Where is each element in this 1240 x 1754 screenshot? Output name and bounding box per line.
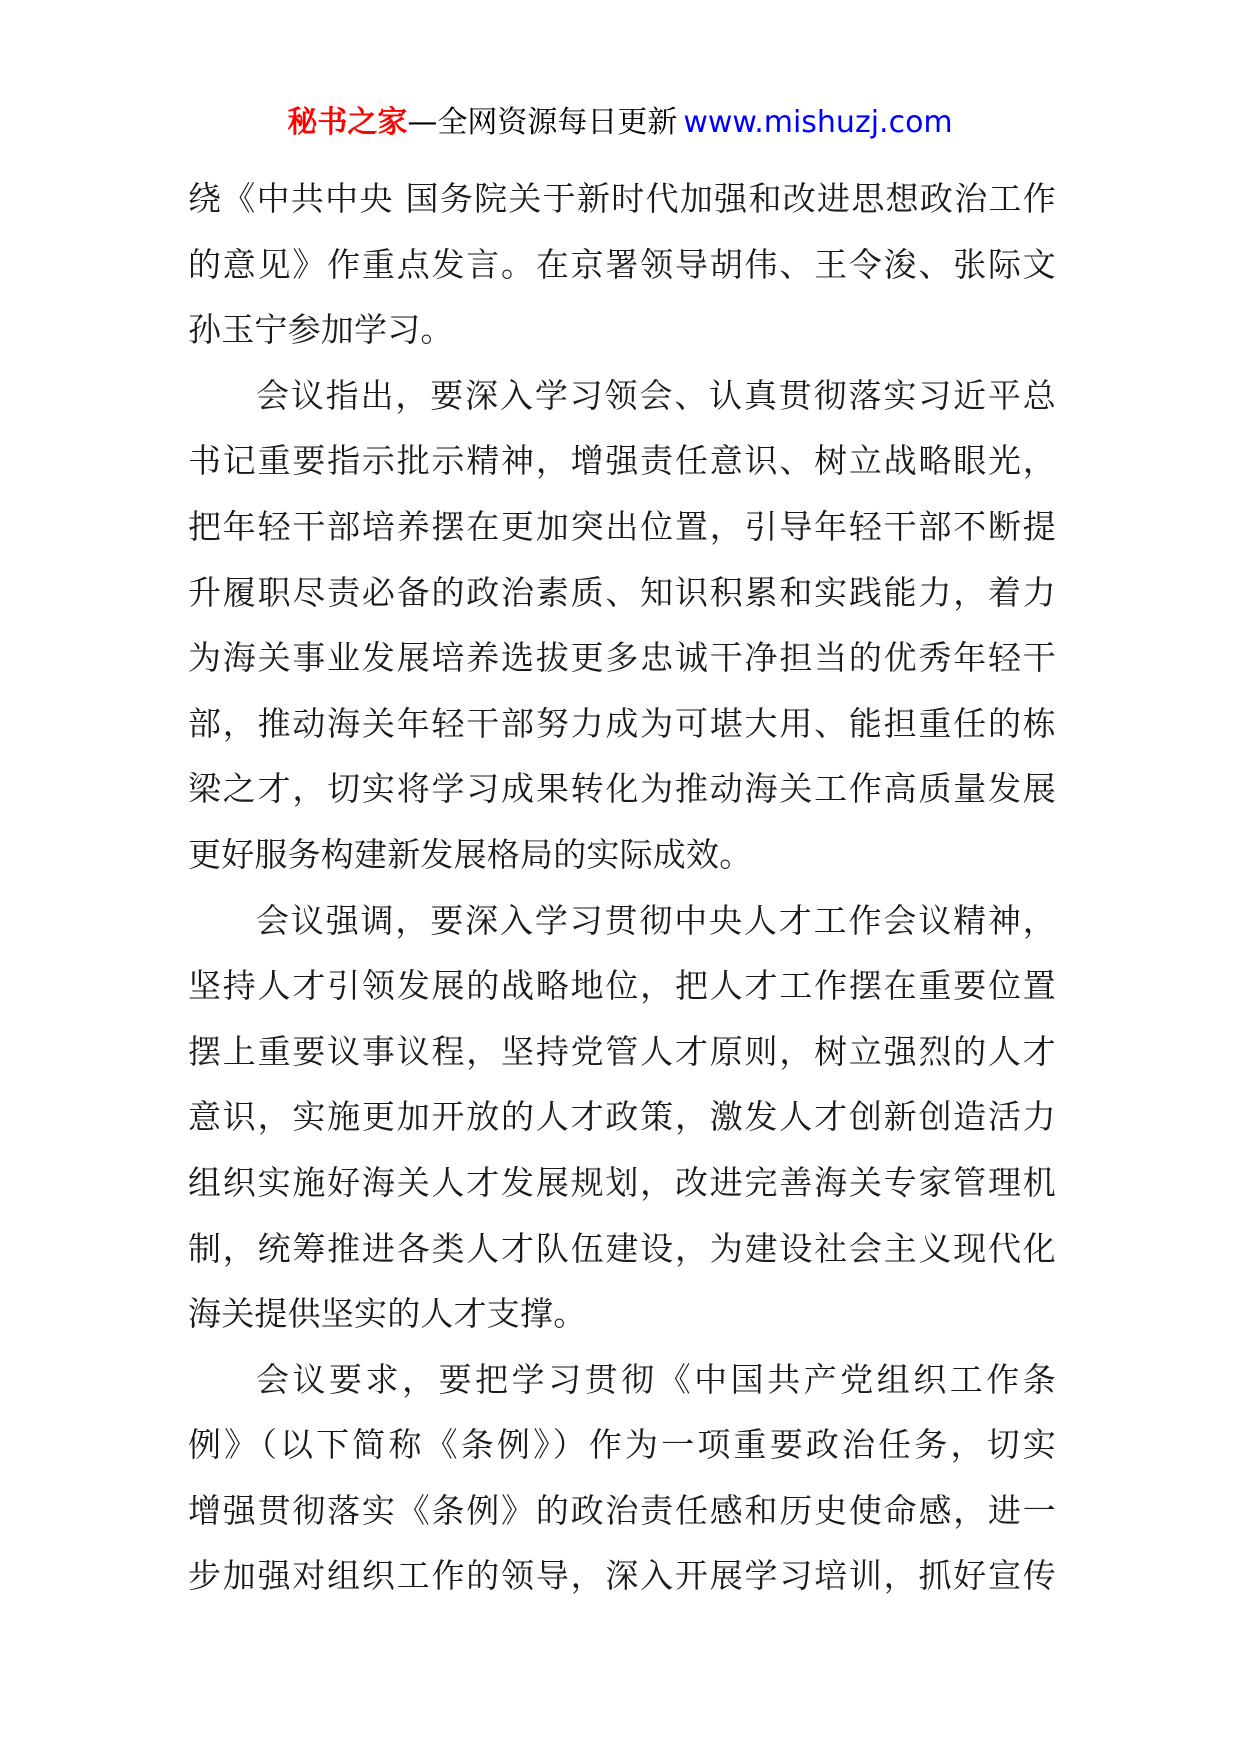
text-line: 增强贯彻落实《条例》的政治责任感和历史使命感，进一: [188, 1490, 1056, 1530]
text-line: 会议强调，要深入学习贯彻中央人才工作会议精神，: [256, 900, 1056, 940]
page-header: [0, 103, 1240, 143]
text-line: 升履职尽责必备的政治素质、知识积累和实践能力，着力: [188, 572, 1056, 612]
text-line: 的意见》作重点发言。在京署领导胡伟、王令浚、张际文: [188, 244, 1056, 284]
text-line: 梁之才，切实将学习成果转化为推动海关工作高质量发展: [188, 769, 1056, 809]
text-line: 绕《中共中央 国务院关于新时代加强和改进思想政治工作: [188, 179, 1056, 218]
text-line: 更好服务构建新发展格局的实际成效。: [188, 834, 753, 874]
text-line: 组织实施好海关人才发展规划，改进完善海关专家管理机: [188, 1162, 1056, 1202]
text-line: 摆上重要议事议程，坚持党管人才原则，树立强烈的人才: [188, 1031, 1056, 1071]
text-line: 海关提供坚实的人才支撑。: [188, 1294, 587, 1334]
text-line: 制，统筹推进各类人才队伍建设，为建设社会主义现代化: [188, 1228, 1056, 1268]
site-tagline: —全网资源每日更新: [407, 105, 678, 140]
text-line: 意识，实施更加开放的人才政策，激发人才创新创造活力: [188, 1097, 1056, 1137]
text-line: 会议指出，要深入学习领会、认真贯彻落实习近平总: [256, 375, 1056, 415]
text-line: 孙玉宁参加学习。: [188, 310, 454, 350]
text-line: 坚持人才引领发展的战略地位，把人才工作摆在重要位置: [188, 966, 1056, 1006]
site-url-link[interactable]: www.mishuzj.com: [683, 105, 953, 140]
document-body: [188, 166, 1056, 1609]
text-line: 为海关事业发展培养选拔更多忠诚干净担当的优秀年轻干: [188, 638, 1056, 678]
text-line: 部，推动海关年轻干部努力成为可堪大用、能担重任的栋: [188, 703, 1056, 743]
text-line: 步加强对组织工作的领导，深入开展学习培训，抓好宣传: [188, 1556, 1056, 1596]
text-line: 把年轻干部培养摆在更加突出位置，引导年轻干部不断提: [188, 506, 1056, 546]
text-line: 例》（以下简称《条例》）作为一项重要政治任务，切实: [188, 1425, 1056, 1465]
text-line: 会议要求，要把学习贯彻《中国共产党组织工作条: [256, 1359, 1056, 1399]
text-line: 书记重要指示批示精神，增强责任意识、树立战略眼光，: [188, 441, 1056, 481]
site-brand: 秘书之家: [287, 105, 408, 140]
